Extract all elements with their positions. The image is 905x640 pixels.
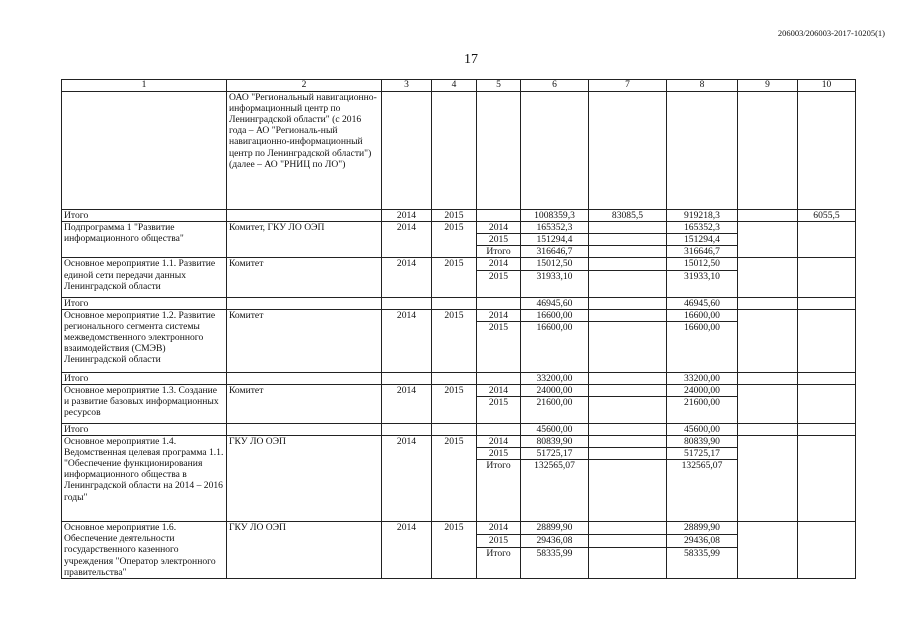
activity-title: Основное мероприятие 1.4. Ведомственная целевая программа 1.1. "Обеспечение функционирования информационного общества в Ленинградской области на 2014 – 2016 годы" [62,436,227,522]
cell [589,547,667,578]
executor-cell: Комитет [227,258,382,297]
year-cell: 2015 [477,535,521,548]
year-start: 2014 [382,384,432,423]
cell [589,372,667,384]
table-row [62,372,856,384]
table-row [62,436,856,448]
col-header: 7 [589,80,667,92]
cell [227,210,382,222]
amount-col8: 919218,3 [667,210,738,222]
table-row [62,384,856,396]
year-cell: 2015 [477,270,521,297]
budget-table [61,79,856,579]
cell [589,309,667,321]
cell [738,297,798,309]
year-start: 2014 [382,309,432,372]
cell [589,448,667,460]
amount-col8: 58335,99 [667,547,738,578]
year-cell: 2015 [477,396,521,423]
amount-col8: 21600,00 [667,396,738,423]
cell [667,92,738,210]
cell [227,297,382,309]
amount-total: 33200,00 [521,372,589,384]
amount-col8: 28899,90 [667,522,738,535]
amount-total: 16600,00 [521,309,589,321]
cell [738,423,798,435]
year-end: 2015 [432,258,477,297]
year-end: 2015 [432,384,477,423]
col-header: 3 [382,80,432,92]
year-cell: 2014 [477,384,521,396]
year-cell: 2014 [477,258,521,270]
cell [798,522,856,578]
amount-total: 165352,3 [521,222,589,234]
cell [589,234,667,246]
cell [432,297,477,309]
year-cell: 2014 [477,222,521,234]
cell [589,270,667,297]
activity-title: Основное мероприятие 1.2. Развитие регионального сегмента системы межведомственного электронного взаимодействия (СМЭВ) Ленинградской области [62,309,227,372]
cell [432,423,477,435]
amount-col8: 80839,90 [667,436,738,448]
table-row [62,522,856,535]
amount-total: 51725,17 [521,448,589,460]
year-end: 2015 [432,210,477,222]
cell [589,460,667,522]
amount-total: 151294,4 [521,234,589,246]
table-row [62,92,856,210]
cell [798,384,856,423]
cell [521,92,589,210]
year-cell: Итого [477,246,521,258]
year-cell: 2015 [477,321,521,372]
year-cell: 2014 [477,522,521,535]
table-row [62,210,856,222]
col-header: 4 [432,80,477,92]
cell [589,522,667,535]
executor-cell: Комитет [227,309,382,372]
amount-col8: 51725,17 [667,448,738,460]
year-cell: 2015 [477,448,521,460]
year-start: 2014 [382,436,432,522]
cell [738,522,798,578]
activity-title: Основное мероприятие 1.1. Развитие единой сети передачи данных Ленинградской области [62,258,227,297]
cell [432,92,477,210]
cell [227,372,382,384]
cell [382,92,432,210]
amount-col8: 16600,00 [667,321,738,372]
cell [589,535,667,548]
amount-col8: 29436,08 [667,535,738,548]
amount-total: 316646,7 [521,246,589,258]
amount-total: 15012,50 [521,258,589,270]
amount-col10: 6055,5 [798,210,856,222]
cell [589,297,667,309]
year-end: 2015 [432,436,477,522]
amount-col8: 16600,00 [667,309,738,321]
cell [798,423,856,435]
amount-col7: 83085,5 [589,210,667,222]
cell [798,309,856,372]
executor-cell: Комитет [227,384,382,423]
year-cell: 2014 [477,436,521,448]
cell [382,297,432,309]
cell [62,92,227,210]
header-row [62,80,856,92]
cell [589,222,667,234]
cell [382,372,432,384]
amount-col8: 45600,00 [667,423,738,435]
cell [477,372,521,384]
document-id: 206003/206003-2017-10205(1) [777,28,885,38]
cell [589,396,667,423]
amount-col8: 15012,50 [667,258,738,270]
col-header: 10 [798,80,856,92]
table-row [62,423,856,435]
col-header: 5 [477,80,521,92]
amount-col8: 24000,00 [667,384,738,396]
amount-col8: 132565,07 [667,460,738,522]
cell [798,92,856,210]
col-header: 2 [227,80,382,92]
year-end: 2015 [432,309,477,372]
executor-cell: ОАО "Региональный навигационно-информационный центр по Ленинградской области" (с 2016 года – АО "Региональ-ный навигационно-информационный центр по Ленинградской области") (далее – АО "РНИЦ по ЛО") [227,92,382,210]
amount-total: 46945,60 [521,297,589,309]
table-row [62,309,856,321]
cell [738,436,798,522]
cell [477,423,521,435]
cell [738,222,798,258]
cell [738,258,798,297]
cell [738,92,798,210]
col-header: 9 [738,80,798,92]
cell [738,309,798,372]
amount-total: 24000,00 [521,384,589,396]
amount-total: 31933,10 [521,270,589,297]
cell [227,423,382,435]
amount-col8: 316646,7 [667,246,738,258]
table-row [62,297,856,309]
total-label: Итого [62,423,227,435]
amount-total: 132565,07 [521,460,589,522]
activity-title: Основное мероприятие 1.3. Создание и развитие базовых информационных ресурсов [62,384,227,423]
amount-total: 45600,00 [521,423,589,435]
amount-col8: 31933,10 [667,270,738,297]
cell [798,258,856,297]
year-cell: 2015 [477,234,521,246]
year-start: 2014 [382,522,432,578]
amount-total: 58335,99 [521,547,589,578]
col-header: 8 [667,80,738,92]
year-cell: Итого [477,460,521,522]
year-start: 2014 [382,210,432,222]
amount-total: 80839,90 [521,436,589,448]
year-cell: Итого [477,547,521,578]
cell [382,423,432,435]
amount-total: 21600,00 [521,396,589,423]
program-title: Подпрограмма 1 "Развитие информационного общества" [62,222,227,258]
amount-total: 1008359,3 [521,210,589,222]
table-row [62,222,856,234]
cell [738,210,798,222]
amount-total: 29436,08 [521,535,589,548]
cell [798,222,856,258]
col-header: 1 [62,80,227,92]
total-label: Итого [62,372,227,384]
year-start: 2014 [382,258,432,297]
cell [798,372,856,384]
cell [589,246,667,258]
cell [477,210,521,222]
total-label: Итого [62,210,227,222]
cell [589,384,667,396]
year-end: 2015 [432,222,477,258]
amount-total: 16600,00 [521,321,589,372]
cell [798,436,856,522]
amount-col8: 46945,60 [667,297,738,309]
executor-cell: ГКУ ЛО ОЭП [227,522,382,578]
cell [477,92,521,210]
year-start: 2014 [382,222,432,258]
executor-cell: Комитет, ГКУ ЛО ОЭП [227,222,382,258]
cell [738,372,798,384]
cell [738,384,798,423]
page-number: 17 [464,52,478,67]
amount-col8: 151294,4 [667,234,738,246]
cell [589,321,667,372]
cell [589,258,667,270]
table-row [62,258,856,270]
activity-title: Основное мероприятие 1.6. Обеспечение деятельности государственного казенного учреждения "Оператор электронного правительства" [62,522,227,578]
col-header: 6 [521,80,589,92]
cell [477,297,521,309]
cell [589,436,667,448]
year-cell: 2014 [477,309,521,321]
cell [432,372,477,384]
total-label: Итого [62,297,227,309]
executor-cell: ГКУ ЛО ОЭП [227,436,382,522]
amount-total: 28899,90 [521,522,589,535]
amount-col8: 33200,00 [667,372,738,384]
year-end: 2015 [432,522,477,578]
cell [798,297,856,309]
amount-col8: 165352,3 [667,222,738,234]
cell [589,92,667,210]
cell [589,423,667,435]
